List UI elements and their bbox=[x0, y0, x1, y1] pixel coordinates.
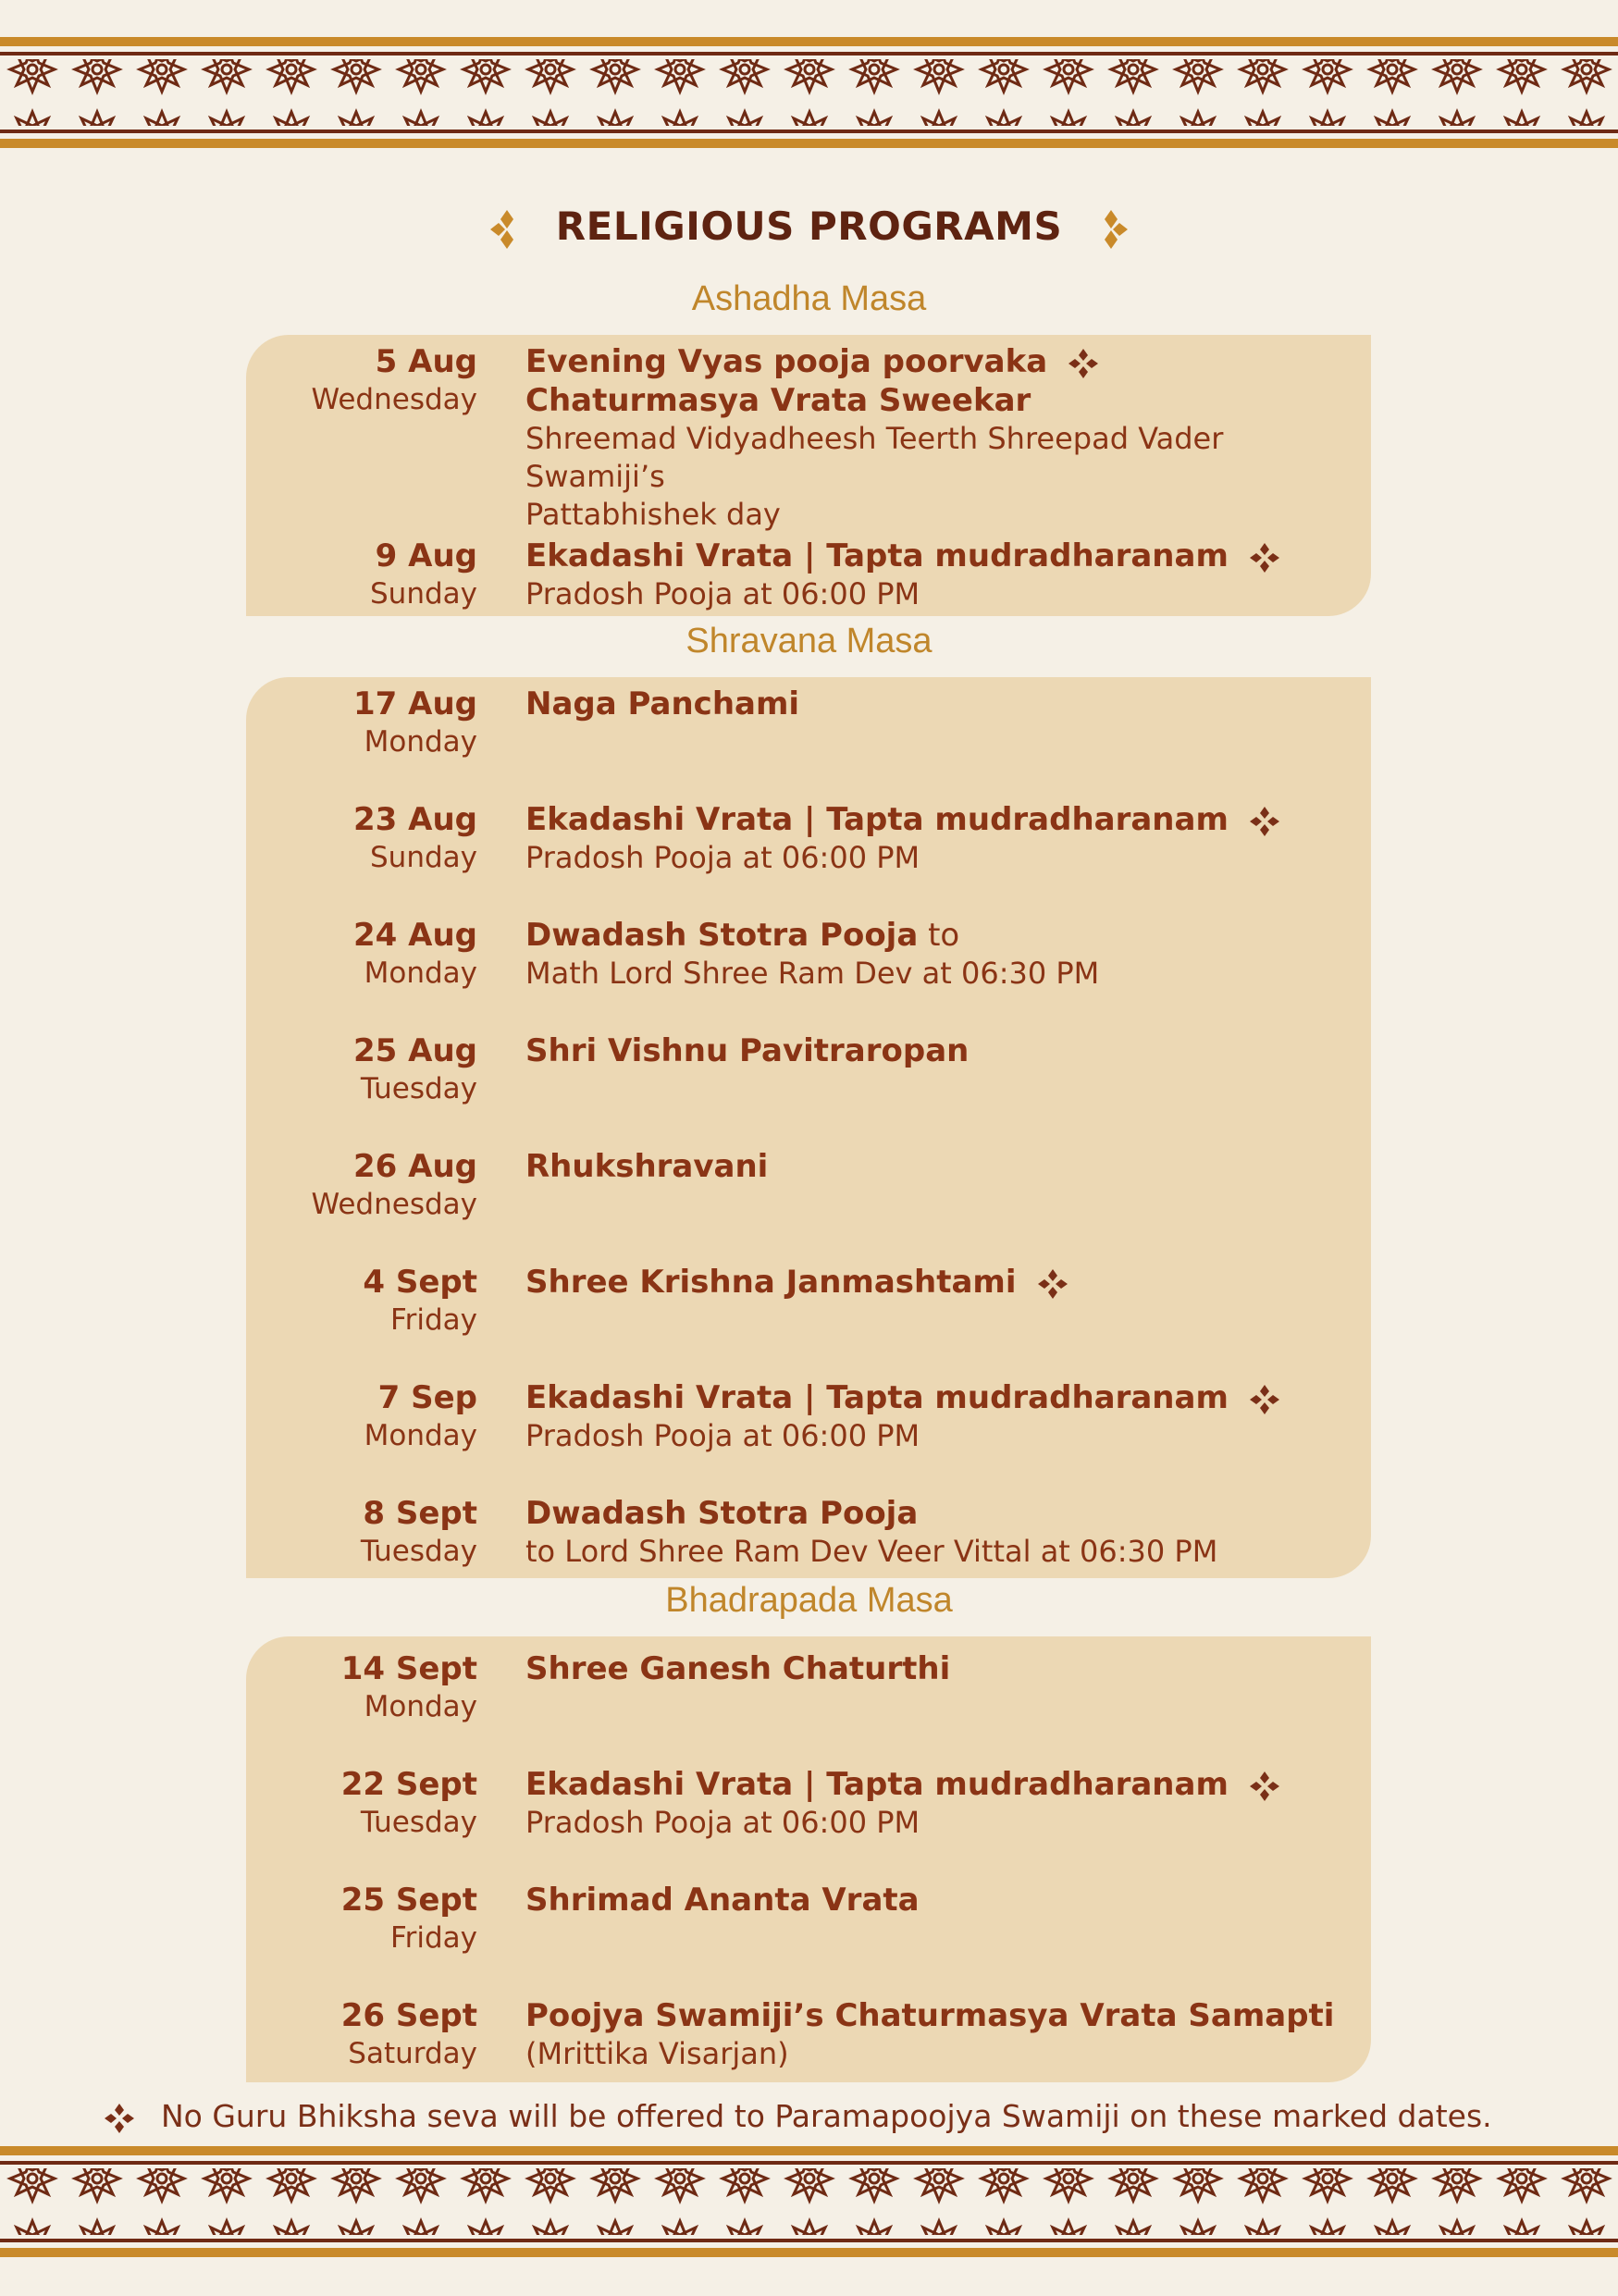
event-date: 9 Aug bbox=[375, 537, 477, 574]
footnote bbox=[104, 2098, 1547, 2134]
event-title: Shree Krishna Janmashtami bbox=[525, 1264, 1017, 1301]
event-title-continued: Chaturmasya Vrata Sweekar bbox=[525, 382, 1031, 419]
event-weekday: Friday bbox=[390, 1921, 477, 1955]
page-title-row bbox=[0, 204, 1618, 251]
event-details bbox=[525, 1263, 1358, 1302]
event-subtitle: Pradosh Pooja at 06:00 PM bbox=[525, 840, 920, 875]
marked-date-icon bbox=[1068, 348, 1099, 379]
event-title-suffix: to bbox=[918, 917, 960, 954]
event-date-block bbox=[246, 1996, 477, 2072]
marked-date-icon bbox=[1249, 542, 1280, 574]
event-date: 8 Sept bbox=[363, 1495, 477, 1532]
event-date: 23 Aug bbox=[352, 801, 477, 838]
event-subtitle: Math Lord Shree Ram Dev at 06:30 PM bbox=[525, 956, 1100, 991]
event-title-line bbox=[525, 1378, 1358, 1417]
event-date: 26 Aug bbox=[352, 1148, 477, 1185]
marked-date-icon bbox=[1249, 1771, 1280, 1802]
marked-date-icon bbox=[1249, 1384, 1280, 1415]
event-title: Ekadashi Vrata | Tapta mudradharanam bbox=[525, 537, 1229, 574]
event-date-block bbox=[246, 1147, 477, 1223]
event-subtitle: Pradosh Pooja at 06:00 PM bbox=[525, 1418, 920, 1453]
event-title: Ekadashi Vrata | Tapta mudradharanam bbox=[525, 1379, 1229, 1416]
event-date-block bbox=[246, 537, 477, 612]
event-title: Rhukshravani bbox=[525, 1148, 769, 1185]
event-date: 25 Sept bbox=[340, 1882, 477, 1919]
section-heading: Shravana Masa bbox=[685, 622, 933, 660]
event-title: Shrimad Ananta Vrata bbox=[525, 1882, 920, 1919]
event-date: 22 Sept bbox=[340, 1766, 477, 1803]
event-title: Dwadash Stotra Pooja bbox=[525, 917, 919, 954]
event-subtitle: Pradosh Pooja at 06:00 PM bbox=[525, 576, 920, 611]
event-details bbox=[525, 1147, 1358, 1186]
event-date-block bbox=[246, 1378, 477, 1454]
event-weekday: Wednesday bbox=[311, 1188, 477, 1221]
event-subtitle: Pradosh Pooja at 06:00 PM bbox=[525, 1805, 920, 1840]
event-details bbox=[525, 342, 1358, 534]
event-weekday: Tuesday bbox=[360, 1535, 477, 1568]
event-weekday: Monday bbox=[364, 1419, 477, 1452]
section-panel bbox=[246, 1636, 1371, 2082]
event-details bbox=[525, 1649, 1358, 1688]
event-details bbox=[525, 1378, 1358, 1455]
event-date-block bbox=[246, 800, 477, 876]
event-date: 5 Aug bbox=[375, 343, 477, 380]
event-title: Ekadashi Vrata | Tapta mudradharanam bbox=[525, 1766, 1229, 1803]
event-date-block bbox=[246, 342, 477, 418]
event-weekday: Wednesday bbox=[311, 383, 477, 416]
event-weekday: Friday bbox=[390, 1303, 477, 1337]
event-date-block bbox=[246, 1649, 477, 1725]
event-date-block bbox=[246, 1031, 477, 1107]
diamond-flower-icon bbox=[488, 208, 525, 251]
event-date: 7 Sep bbox=[377, 1379, 477, 1416]
marked-date-icon bbox=[1249, 806, 1280, 837]
event-date-block bbox=[246, 685, 477, 760]
event-subtitle-continued: Pattabhishek day bbox=[525, 497, 781, 532]
event-weekday: Saturday bbox=[348, 2037, 477, 2070]
event-date: 26 Sept bbox=[340, 1997, 477, 2034]
event-title-line bbox=[525, 537, 1358, 575]
event-weekday: Monday bbox=[364, 725, 477, 759]
section-heading: Ashadha Masa bbox=[691, 279, 927, 318]
event-date-block bbox=[246, 1765, 477, 1841]
page-title: RELIGIOUS PROGRAMS bbox=[555, 204, 1063, 249]
event-title-line bbox=[525, 342, 1358, 381]
event-title-line bbox=[525, 1765, 1358, 1804]
footnote-text: No Guru Bhiksha seva will be offered to Paramapoojya Swamiji on these marked dates. bbox=[161, 2098, 1492, 2134]
event-details bbox=[525, 916, 1358, 993]
event-details bbox=[525, 537, 1358, 613]
event-weekday: Tuesday bbox=[360, 1072, 477, 1105]
event-title: Evening Vyas pooja poorvaka bbox=[525, 343, 1048, 380]
event-date-block bbox=[246, 1494, 477, 1570]
event-details bbox=[525, 1494, 1358, 1571]
event-date-block bbox=[246, 1263, 477, 1339]
section-panel bbox=[246, 335, 1371, 616]
event-details bbox=[525, 1996, 1358, 2073]
event-weekday: Sunday bbox=[370, 841, 477, 874]
event-details bbox=[525, 800, 1358, 877]
event-title: Dwadash Stotra Pooja bbox=[525, 1495, 919, 1532]
event-title-line bbox=[525, 916, 1358, 955]
event-subtitle: to Lord Shree Ram Dev Veer Vittal at 06:30 PM bbox=[525, 1534, 1218, 1569]
event-title-line bbox=[525, 800, 1358, 839]
event-title: Poojya Swamiji’s Chaturmasya Vrata Samapti bbox=[525, 1997, 1335, 2034]
event-date: 4 Sept bbox=[363, 1264, 477, 1301]
marked-date-icon bbox=[104, 2103, 135, 2134]
event-date: 17 Aug bbox=[352, 685, 477, 722]
event-details bbox=[525, 1881, 1358, 1920]
section-panel bbox=[246, 677, 1371, 1578]
event-weekday: Sunday bbox=[370, 577, 477, 611]
event-title: Naga Panchami bbox=[525, 685, 800, 722]
event-date-block bbox=[246, 1881, 477, 1957]
top-decorative-border bbox=[0, 37, 1618, 148]
event-weekday: Tuesday bbox=[360, 1806, 477, 1839]
event-title: Shree Ganesh Chaturthi bbox=[525, 1650, 951, 1687]
event-date: 14 Sept bbox=[340, 1650, 477, 1687]
section-heading: Bhadrapada Masa bbox=[665, 1581, 953, 1620]
event-title: Shri Vishnu Pavitraropan bbox=[525, 1032, 970, 1069]
event-details bbox=[525, 685, 1358, 723]
event-date-block bbox=[246, 916, 477, 992]
event-subtitle: Shreemad Vidyadheesh Teerth Shreepad Vader Swamiji’s bbox=[525, 421, 1224, 494]
event-title: Ekadashi Vrata | Tapta mudradharanam bbox=[525, 801, 1229, 838]
event-details bbox=[525, 1765, 1358, 1842]
diamond-flower-icon bbox=[1093, 208, 1130, 251]
marked-date-icon bbox=[1037, 1268, 1068, 1300]
event-date: 24 Aug bbox=[352, 917, 477, 954]
bottom-decorative-border bbox=[0, 2146, 1618, 2257]
event-details bbox=[525, 1031, 1358, 1070]
event-weekday: Monday bbox=[364, 1690, 477, 1723]
event-subtitle: (Mrittika Visarjan) bbox=[525, 2036, 789, 2071]
event-date: 25 Aug bbox=[352, 1032, 477, 1069]
event-weekday: Monday bbox=[364, 957, 477, 990]
event-title-line bbox=[525, 1263, 1358, 1302]
